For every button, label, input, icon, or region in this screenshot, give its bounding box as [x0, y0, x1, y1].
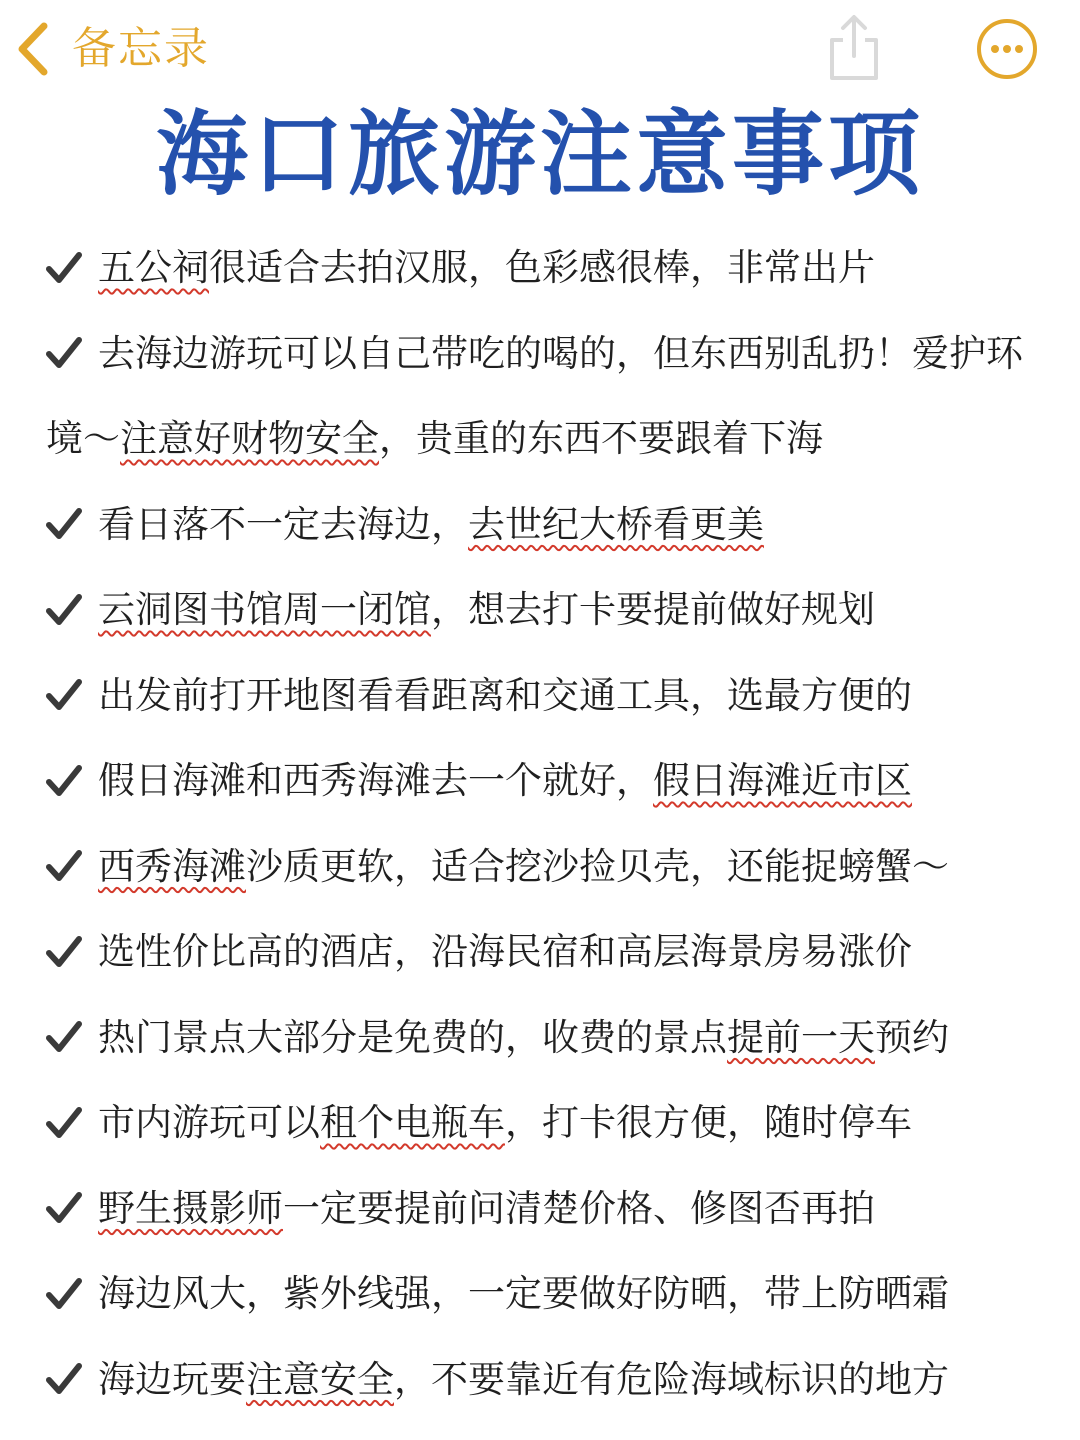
list-item	[46, 738, 1046, 824]
highlighted-text: 去世纪大桥看更美	[468, 502, 764, 546]
list-item	[46, 482, 1046, 568]
item-text	[98, 824, 1046, 910]
list-item	[46, 653, 1046, 739]
ellipsis-circle-icon	[975, 17, 1039, 81]
text-pre: 海边风大，紫外线强，一定要做好防晒，带上防晒霜	[98, 1272, 949, 1315]
more-options-button[interactable]	[975, 17, 1039, 81]
highlighted-text: 注意安全	[246, 1357, 394, 1401]
text-pre: 看日落不一定去海边，	[98, 502, 468, 546]
list-item	[46, 995, 1046, 1081]
checkmark-icon	[46, 567, 98, 653]
item-text	[98, 995, 1046, 1081]
highlighted-text: 注意好财物安全	[120, 417, 379, 460]
text-rest: ，贵重的东西不要跟着下海	[379, 417, 823, 460]
list-item	[46, 567, 1046, 653]
navigation-bar	[0, 0, 1080, 100]
back-label: 备忘录	[72, 23, 210, 74]
list-item	[46, 311, 1046, 482]
item-text	[98, 1080, 1046, 1166]
checkmark-icon	[46, 311, 98, 397]
checkmark-icon	[46, 482, 98, 568]
item-text	[98, 567, 1046, 653]
checkmark-icon	[46, 909, 98, 995]
list-item	[46, 1166, 1046, 1252]
highlighted-text: 租个电瓶车	[320, 1101, 505, 1144]
highlighted-text: 五公祠	[98, 246, 209, 289]
item-text	[98, 482, 1046, 568]
text-pre: 去海边游玩可以自己带吃的喝的，但东西别乱扔！爱护环境～	[46, 331, 1023, 460]
list-item	[46, 1251, 1046, 1337]
text-rest: ，想去打卡要提前做好规划	[431, 588, 875, 631]
highlighted-text: 云洞图书馆周一闭馆	[98, 588, 431, 631]
tips-list	[46, 225, 1046, 1422]
list-item	[46, 225, 1046, 311]
text-rest: 沙质更软，适合挖沙捡贝壳，还能捉螃蟹～	[246, 844, 949, 888]
text-rest: 一定要提前问清楚价格、修图否再拍	[283, 1186, 875, 1230]
text-rest: ，不要靠近有危险海域标识的地方	[394, 1357, 949, 1401]
share-button[interactable]	[824, 12, 884, 82]
list-item	[46, 824, 1046, 910]
list-item	[46, 1337, 1046, 1423]
item-text	[98, 909, 1046, 995]
checkmark-icon	[46, 824, 98, 910]
checkmark-icon	[46, 738, 98, 824]
text-rest: 预约	[875, 1015, 949, 1059]
text-pre: 假日海滩和西秀海滩去一个就好，	[98, 759, 653, 802]
checkmark-icon	[46, 1166, 98, 1252]
text-pre: 海边玩要	[98, 1357, 246, 1401]
text-pre: 选性价比高的酒店，沿海民宿和高层海景房易涨价	[98, 930, 912, 973]
back-button[interactable]	[16, 18, 210, 80]
item-text	[98, 1166, 1046, 1252]
highlighted-text: 野生摄影师	[98, 1186, 283, 1230]
item-text	[98, 1251, 1046, 1337]
checkmark-icon	[46, 995, 98, 1081]
checkmark-icon	[46, 1337, 98, 1423]
item-text	[98, 738, 1046, 824]
page-title: 海口旅游注意事项	[155, 101, 924, 208]
item-text	[46, 332, 1023, 461]
item-text	[98, 653, 1046, 739]
highlighted-text: 提前一天	[727, 1015, 875, 1059]
text-pre: 市内游玩可以	[98, 1101, 320, 1144]
share-icon	[824, 12, 884, 82]
text-rest: 很适合去拍汉服，色彩感很棒，非常出片	[209, 246, 875, 289]
highlighted-text: 西秀海滩	[98, 844, 246, 888]
item-text	[98, 1337, 1046, 1423]
text-rest: ，打卡很方便，随时停车	[505, 1101, 912, 1144]
text-pre: 出发前打开地图看看距离和交通工具，选最方便的	[98, 673, 912, 717]
checkmark-icon	[46, 225, 98, 311]
checkmark-icon	[46, 1080, 98, 1166]
checkmark-icon	[46, 1251, 98, 1337]
highlighted-text: 假日海滩近市区	[653, 759, 912, 802]
list-item	[46, 909, 1046, 995]
item-text	[98, 225, 1046, 311]
text-pre: 热门景点大部分是免费的，收费的景点	[98, 1015, 727, 1059]
checkmark-icon	[46, 653, 98, 739]
chevron-left-icon	[16, 22, 50, 76]
list-item	[46, 1080, 1046, 1166]
